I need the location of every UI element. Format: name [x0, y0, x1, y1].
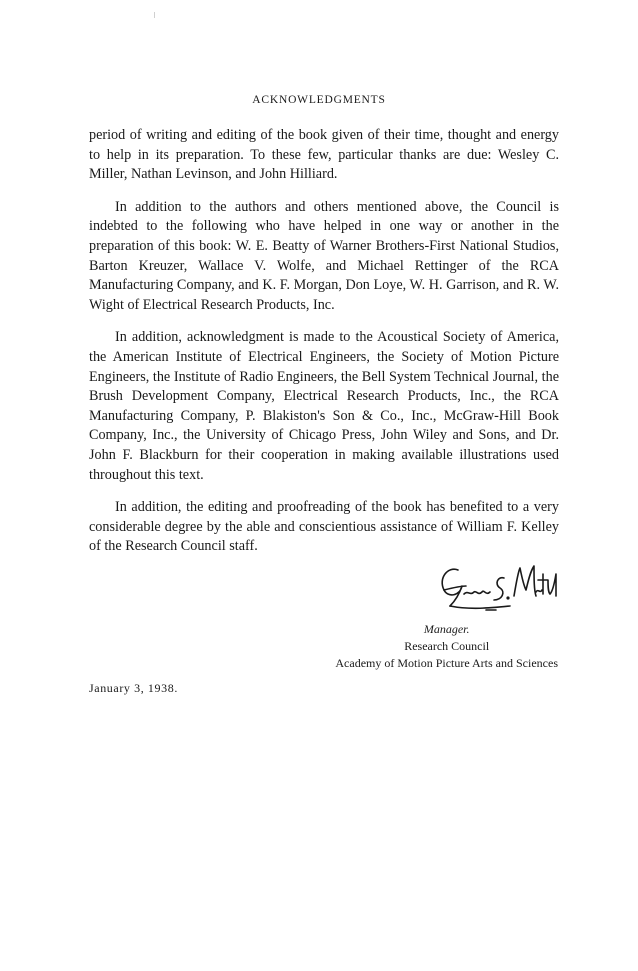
- organization-line-1: Research Council: [404, 639, 490, 653]
- document-date: January 3, 1938.: [89, 681, 178, 695]
- organization-line-2: Academy of Motion Picture Arts and Sciences: [335, 656, 558, 670]
- body-text: [89, 126, 559, 570]
- paragraph-4: In addition, the editing and proofreading of the book has benefited to a very considerable degree by the able and conscientious assistance of William F. Kelley of the Research Council staff.: [89, 499, 559, 555]
- scan-speck: [154, 12, 155, 18]
- signature-block: [335, 621, 558, 672]
- paragraph-1: period of writing and editing of the book given of their time, thought and energy to help in its preparation. To these few, particular thanks are due: Wesley C. Miller, Nathan Levinson, and John Hilliard.: [89, 127, 559, 183]
- paragraph-2: In addition to the authors and others mentioned above, the Council is indebted to the following who have helped in one way or another in the preparation of this book: W. E. Beatty of Warner Brothers-First National Studios, Barton Kreuzer, Wallace V. Wolfe, and Michael Rettinger of the RCA Manufacturing Company, and K. F. Morgan, Don Loye, W. H. Garrison, and R. W. Wight of Electrical Research Products, Inc.: [89, 198, 559, 313]
- handwritten-signature: [430, 556, 560, 620]
- signatory-title: Manager.: [423, 622, 470, 636]
- paragraph-3: In addition, acknowledgment is made to the Acoustical Society of America, the American Institute of Electrical Engineers, the Society of Motion Picture Engineers, the Institute of Radio Engineers, the Bell System Technical Journal, the Brush Development Company, Electrical Research Products, Inc., the RCA Manufacturing Company, P. Blakiston's Son & Co., Inc., McGraw-Hill Book Company, Inc., the University of Chicago Press, John Wiley and Sons, and Dr. John F. Blackburn for their cooperation in making available illustrations used throughout this text.: [89, 329, 559, 483]
- page-heading: ACKNOWLEDGMENTS: [252, 94, 386, 106]
